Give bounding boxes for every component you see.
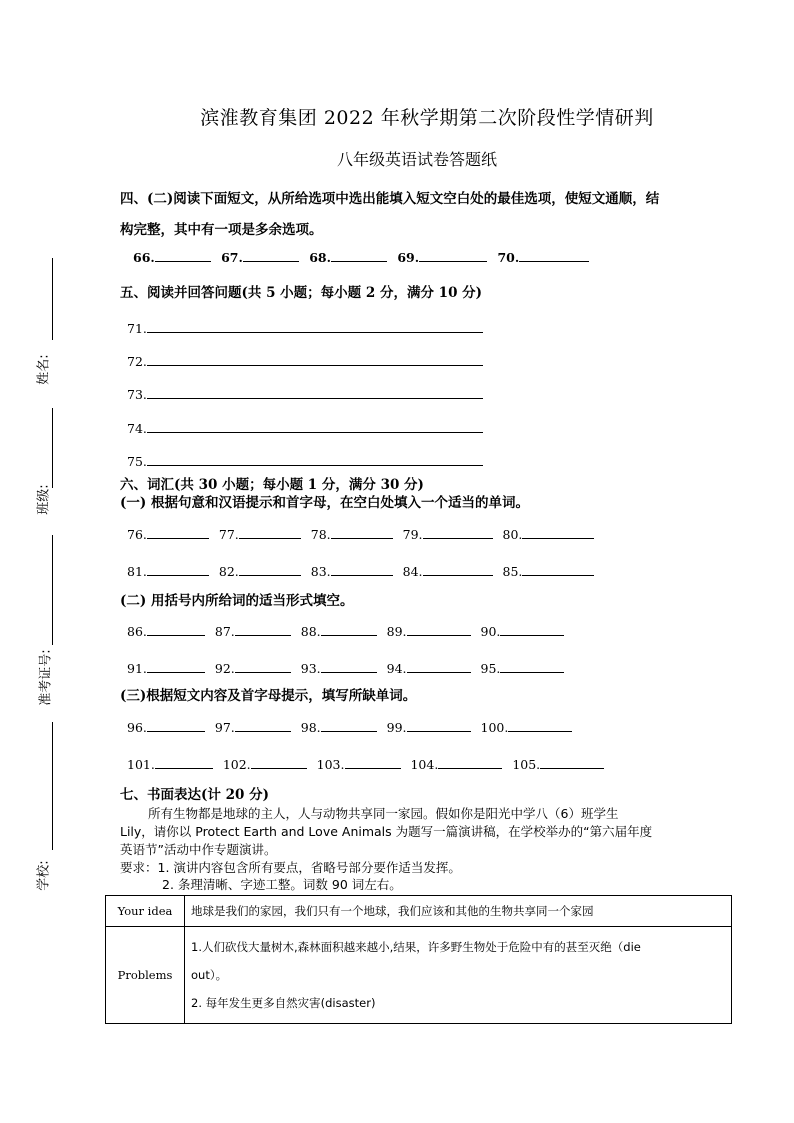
part1-row1: 76. 77. 78. 79. 80. xyxy=(127,526,600,542)
answer-blank-87[interactable] xyxy=(235,623,291,636)
answer-blank-98[interactable] xyxy=(321,719,377,732)
answer-blank-78[interactable] xyxy=(331,526,393,539)
answer-blank-91[interactable] xyxy=(147,660,205,673)
answer-line-73-input[interactable] xyxy=(147,385,483,399)
essay-prompt-2: Lily，请你以 Protect Earth and Love Animals 为题写一篇演讲稿，在学校举办的“第六届年度 xyxy=(120,824,653,839)
answer-blank-93[interactable] xyxy=(321,660,377,673)
answer-blank-85[interactable] xyxy=(522,563,594,576)
part3-row2: 101. 102. 103. 104. 105. xyxy=(127,756,610,772)
answer-blank-67[interactable] xyxy=(243,249,299,262)
answer-blank-69[interactable] xyxy=(419,249,487,262)
section6-part2: (二) 用括号内所给词的适当形式填空。 xyxy=(120,593,354,609)
answer-blank-103[interactable] xyxy=(345,756,401,769)
answer-blank-95[interactable] xyxy=(500,660,564,673)
answer-line-73: 73. xyxy=(127,385,483,402)
school-line xyxy=(52,722,53,850)
answer-line-75-input[interactable] xyxy=(147,452,483,466)
answer-blank-94[interactable] xyxy=(407,660,471,673)
part2-row1: 86. 87. 88. 89. 90. xyxy=(127,623,570,639)
answer-line-72: 72. xyxy=(127,352,483,369)
answer-blank-77[interactable] xyxy=(239,526,301,539)
part2-row2: 91. 92. 93. 94. 95. xyxy=(127,660,570,676)
answer-blank-104[interactable] xyxy=(438,756,502,769)
answer-blank-102[interactable] xyxy=(251,756,307,769)
table-row xyxy=(106,927,732,1024)
answer-blank-96[interactable] xyxy=(147,719,205,732)
answer-blank-81[interactable] xyxy=(147,563,209,576)
answer-blank-66[interactable] xyxy=(155,249,211,262)
answer-blank-86[interactable] xyxy=(147,623,205,636)
answer-line-72-input[interactable] xyxy=(147,352,483,366)
your-idea-text: 地球是我们的家园，我们只有一个地球，我们应该和其他的生物共享同一个家园 xyxy=(185,896,732,927)
page-subtitle: 八年级英语试卷答题纸 xyxy=(336,150,497,169)
part3-row1: 96. 97. 98. 99. 100. xyxy=(127,719,578,735)
section4-answers: 66. 67. 68. 69. 70. xyxy=(133,249,595,265)
part1-row2: 81. 82. 83. 84. 85. xyxy=(127,563,600,579)
problems-label: Problems xyxy=(106,927,185,1024)
answer-line-74: 74. xyxy=(127,419,483,436)
answer-blank-97[interactable] xyxy=(235,719,291,732)
section6-part3: (三)根据短文内容及首字母提示，填写所缺单词。 xyxy=(120,688,417,704)
answer-blank-70[interactable] xyxy=(519,249,589,262)
answer-blank-90[interactable] xyxy=(500,623,564,636)
class-label: 班级: xyxy=(36,484,52,515)
section7-heading: 七、书面表达(计 20 分) xyxy=(120,787,269,803)
answer-blank-105[interactable] xyxy=(540,756,604,769)
your-idea-label: Your idea xyxy=(106,896,185,927)
essay-prompt-1: 所有生物都是地球的主人，人与动物共享同一家园。假如你是阳光中学八（6）班学生 xyxy=(148,806,619,821)
answer-blank-92[interactable] xyxy=(235,660,291,673)
answer-line-71-input[interactable] xyxy=(147,319,483,333)
section6-heading: 六、词汇(共 30 小题；每小题 1 分，满分 30 分) xyxy=(120,477,424,493)
problem-1: 1.人们砍伐大量树木,森林面积越来越小,结果，许多野生物处于危险中有的甚至灭绝（die xyxy=(191,940,641,954)
name-line xyxy=(52,258,53,340)
exam-no-label: 准考证号: xyxy=(38,649,54,706)
name-label: 姓名: xyxy=(36,354,52,385)
section5-heading: 五、阅读并回答问题(共 5 小题；每小题 2 分，满分 10 分) xyxy=(120,285,483,301)
section4-heading-2: 构完整，其中有一项是多余选项。 xyxy=(120,222,323,238)
page-title: 滨淮教育集团 2022 年秋学期第二次阶段性学情研判 xyxy=(200,107,654,129)
answer-blank-83[interactable] xyxy=(331,563,393,576)
answer-blank-84[interactable] xyxy=(423,563,493,576)
answer-blank-100[interactable] xyxy=(508,719,572,732)
section4-heading-1: 四、(二)阅读下面短文，从所给选项中选出能填入短文空白处的最佳选项，使短文通顺，结 xyxy=(120,191,660,207)
class-line xyxy=(52,408,53,488)
answer-line-75: 75. xyxy=(127,452,483,469)
answer-blank-79[interactable] xyxy=(423,526,493,539)
answer-line-74-input[interactable] xyxy=(147,419,483,433)
answer-blank-80[interactable] xyxy=(522,526,594,539)
essay-requirement-2: 2. 条理清晰、字迹工整。词数 90 词左右。 xyxy=(162,877,402,892)
essay-prompt-3: 英语节”活动中作专题演讲。 xyxy=(120,842,277,857)
answer-blank-88[interactable] xyxy=(321,623,377,636)
answer-blank-68[interactable] xyxy=(331,249,387,262)
school-label: 学校: xyxy=(36,860,52,891)
problems-cell xyxy=(185,927,732,1024)
essay-outline-table xyxy=(105,895,732,1024)
answer-line-71: 71. xyxy=(127,319,483,336)
problem-1-cont: out）。 xyxy=(191,968,228,982)
table-row xyxy=(106,896,732,927)
answer-blank-89[interactable] xyxy=(407,623,471,636)
answer-blank-76[interactable] xyxy=(147,526,209,539)
problem-2: 2. 每年发生更多自然灾害(disaster) xyxy=(191,996,376,1010)
answer-blank-101[interactable] xyxy=(155,756,213,769)
section6-part1: (一) 根据句意和汉语提示和首字母，在空白处填入一个适当的单词。 xyxy=(120,495,529,511)
answer-blank-99[interactable] xyxy=(407,719,471,732)
essay-requirement-1: 要求：1. 演讲内容包含所有要点，省略号部分要作适当发挥。 xyxy=(120,860,461,875)
exam-no-line xyxy=(52,535,53,645)
answer-blank-82[interactable] xyxy=(239,563,301,576)
